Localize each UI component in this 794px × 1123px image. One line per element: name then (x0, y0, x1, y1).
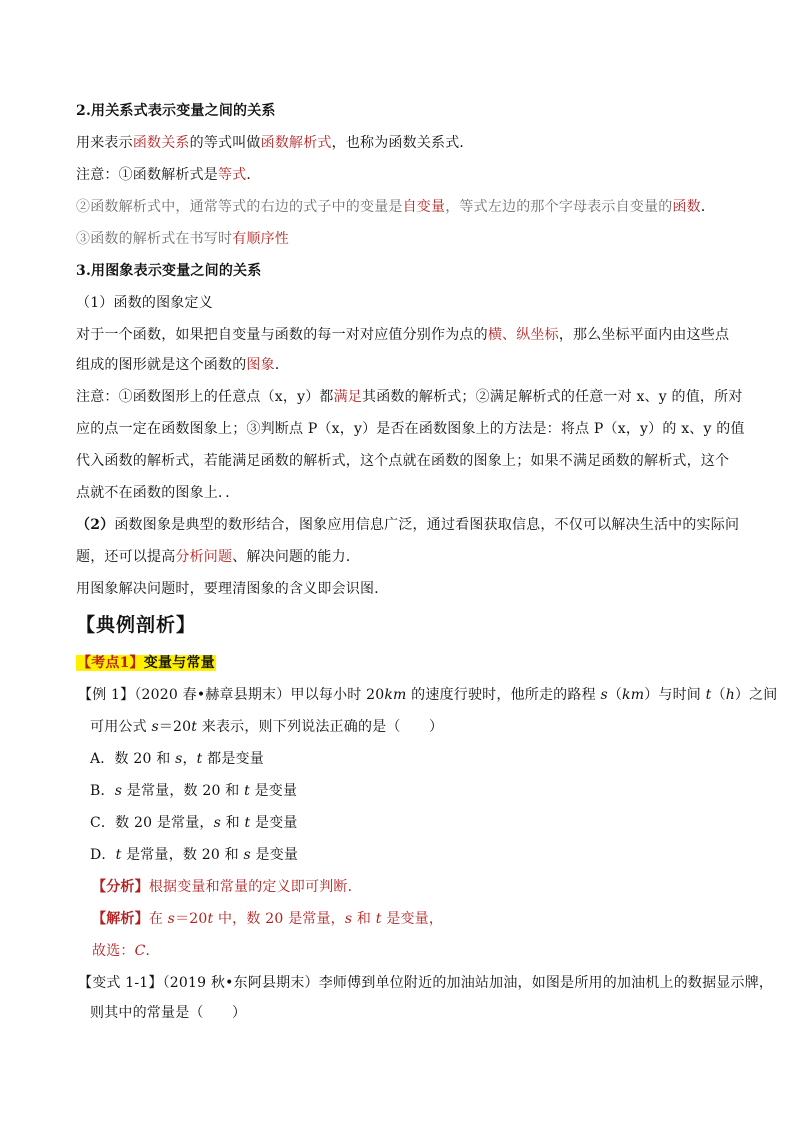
math: s (167, 911, 176, 927)
example-1-stem-line-1 (78, 685, 778, 705)
text: B． (90, 783, 115, 799)
text: 是变量 (250, 815, 298, 831)
text: ， (182, 751, 197, 767)
answer-choice: C (134, 943, 146, 959)
keyword-function-expression: 函数解析式 (260, 135, 332, 151)
variant-1-1-line-1: 【变式 1-1】（2019 秋•东阿县期末）李师傅到单位附近的加油站加油，如图是所用的加油机上的数据显示牌， (78, 975, 774, 991)
section-title-examples: 【典例剖析】 (76, 614, 197, 636)
math: t (115, 847, 122, 863)
text: 用来表示 (76, 135, 133, 151)
s3-note-line-2: 应的点一定在函数图象上；③判断点 P（x，y）是否在函数图象上的方法是：将点 P（x，y）的 x、y 的值 (76, 421, 745, 437)
s3-definition-line-2 (76, 355, 726, 375)
text: ＝20 (175, 911, 208, 927)
text: ＝20 (158, 719, 192, 735)
text: ）与时间 (644, 687, 706, 703)
s3-para-3: 用图象解决问题时，要理清图象的含义即会识图． (76, 581, 389, 597)
text: 注意：①函数解析式是 (76, 167, 218, 183)
s3-note-line-1 (76, 387, 743, 407)
s3-definition-line-1 (76, 325, 730, 345)
topic-heading (76, 653, 726, 673)
answer-line (92, 941, 742, 961)
keyword-ordered: 有顺序性 (232, 231, 290, 247)
text: ，等式左边的那个字母表示自变量的 (445, 199, 673, 215)
text: 、解决问题的能力． (232, 549, 361, 565)
s2-note-3 (76, 229, 726, 249)
keyword-equation: 等式 (218, 167, 247, 183)
text: ． (246, 167, 261, 183)
text: 的等式叫做 (189, 135, 261, 151)
text: 和 (221, 815, 245, 831)
math: s (213, 815, 222, 831)
math: t (375, 911, 382, 927)
text: 来表示，则下列说法正确的是（ ） (197, 719, 444, 735)
s3-note-line-3: 代入函数的解析式，若能满足函数的解析式，这个点就在函数的图象上；如果不满足函数的解析式，这个 (76, 453, 730, 469)
keyword-coordinates: 横、纵坐标 (487, 327, 559, 343)
text: 的速度行驶时，他所走的路程 (406, 687, 601, 703)
text: ②函数解析式中，通常等式的右边的式子中的变量是 (76, 199, 403, 215)
text: 注意：①函数图形上的任意点（x，y）都 (76, 389, 334, 405)
keyword-analysis: 分析问题 (175, 549, 233, 565)
text: C．数 20 是常量， (90, 815, 214, 831)
s3-para-2-line-1 (76, 515, 740, 535)
s2-definition-line (76, 133, 726, 153)
math: km (622, 687, 645, 703)
text: 题，还可以提高 (76, 549, 176, 565)
text: ． (700, 199, 716, 215)
s3-subheading-1: （1）函数的图象定义 (76, 295, 213, 311)
analysis-line (92, 877, 742, 897)
math: km (384, 687, 407, 703)
keyword-function: 函数 (672, 199, 701, 215)
option-d (90, 845, 740, 865)
text: 【例 1】（2020 春•赫章县期末）甲以每小时 20 (78, 687, 385, 703)
text: ，那么坐标平面内由这些点 (558, 327, 730, 343)
text: 组成的图形就是这个函数的 (76, 357, 247, 373)
math: t (191, 719, 198, 735)
section-2-heading: 2.用关系式表示变量之间的关系 (76, 103, 276, 119)
analysis-label: 【分析】 (92, 879, 149, 895)
text: ． (274, 357, 290, 373)
section-3-heading: 3.用图象表示变量之间的关系 (76, 263, 262, 279)
text: （ (711, 687, 726, 703)
text: 可用公式 (90, 719, 152, 735)
math: s (344, 911, 353, 927)
math: h (725, 687, 735, 703)
text: （2） (76, 517, 115, 533)
example-1-stem-line-2 (90, 717, 740, 737)
math: s (151, 719, 159, 735)
math: t (207, 911, 214, 927)
text: 函数图象是典型的数形结合，图象应用信息广泛，通过看图获取信息，不仅可以解决生活中的实际问 (114, 517, 740, 533)
text: ． (145, 943, 160, 959)
math: s (175, 751, 183, 767)
text: 是变量 (250, 847, 299, 863)
text: 其函数的解析式；②满足解析式的任意一对 x、y 的值，所对 (362, 389, 743, 405)
option-a (90, 749, 740, 769)
math: t (705, 687, 712, 703)
option-b (90, 781, 740, 801)
s2-note-1 (76, 165, 726, 185)
text: 是常量，数 20 和 (122, 783, 245, 799)
text: 是常量，数 20 和 (121, 847, 244, 863)
keyword-function-relation: 函数关系 (132, 135, 190, 151)
s3-para-2-line-2 (76, 547, 726, 567)
text: D． (90, 847, 116, 863)
text: 1】 (119, 655, 144, 671)
text: 【考点 (77, 655, 120, 671)
topic-title: 变量与常量 (143, 655, 215, 671)
solution-label: 【解析】 (92, 911, 149, 927)
math: s (243, 847, 251, 863)
math: s (600, 687, 608, 703)
text: 中，数 20 是常量， (213, 911, 345, 927)
keyword-graph: 图象 (246, 357, 275, 373)
variant-1-1-line-2: 则其中的常量是（ ） (90, 1005, 247, 1021)
text: ）之间 (734, 687, 778, 703)
math: t (196, 751, 203, 767)
text: ，也称为函数关系式． (331, 135, 474, 151)
text: 都是变量 (202, 751, 264, 767)
keyword-satisfy: 满足 (333, 389, 363, 405)
text: 故选： (92, 943, 135, 959)
text: A．数 20 和 (90, 751, 176, 767)
text: 对于一个函数，如果把自变量与函数的每一对对应值分别作为点的 (76, 327, 488, 343)
math: s (114, 783, 123, 799)
option-c (90, 813, 740, 833)
text: 是变量 (249, 783, 298, 799)
s3-note-line-4: 点就不在函数的图象上．． (76, 485, 240, 501)
text: 根据变量和常量的定义即可判断． (148, 879, 362, 895)
text: 是变量， (381, 911, 444, 927)
math: t (244, 783, 250, 799)
keyword-independent-variable: 自变量 (402, 199, 446, 215)
text: 在 (148, 911, 168, 927)
s2-note-2 (76, 197, 726, 217)
topic-highlight (76, 655, 216, 671)
text: （ (607, 687, 623, 703)
math: t (244, 815, 251, 831)
solution-line (92, 909, 742, 929)
text: 和 (352, 911, 376, 927)
text: ③函数的解析式在书写时 (76, 231, 233, 247)
